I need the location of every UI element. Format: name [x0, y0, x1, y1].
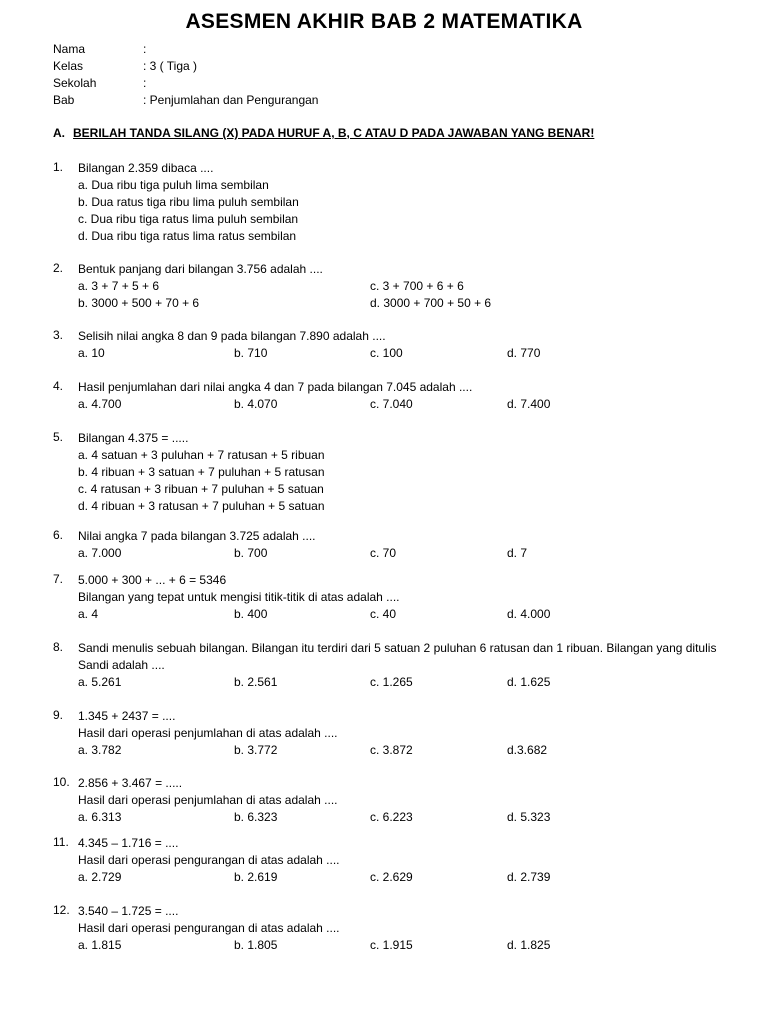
question-number: 8. [53, 640, 64, 654]
info-label: Kelas [53, 59, 84, 73]
option-c[interactable]: c. 1.915 [370, 938, 413, 952]
question-number: 3. [53, 328, 64, 342]
option-a[interactable]: a. 5.261 [78, 675, 122, 689]
option-b[interactable]: b. 3.772 [234, 743, 278, 757]
option-c[interactable]: c. Dua ribu tiga ratus lima puluh sembilan [78, 212, 299, 226]
question-stem: Hasil dari operasi pengurangan di atas adalah .... [78, 921, 340, 935]
option-d[interactable]: d. 2.739 [507, 870, 551, 884]
option-d[interactable]: d. 1.825 [507, 938, 551, 952]
question-number: 7. [53, 572, 64, 586]
question-number: 11. [53, 835, 69, 849]
option-a[interactable]: a. 3.782 [78, 743, 122, 757]
option-a[interactable]: a. 4 [78, 607, 99, 621]
question-stem: Nilai angka 7 pada bilangan 3.725 adalah .... [78, 529, 316, 543]
option-b[interactable]: b. 710 [234, 346, 268, 360]
option-d[interactable]: d. 5.323 [507, 810, 551, 824]
option-b[interactable]: b. 1.805 [234, 938, 278, 952]
question-stem: Bilangan 4.375 = ..... [78, 431, 189, 445]
option-d[interactable]: d. Dua ribu tiga ratus lima ratus sembilan [78, 229, 297, 243]
info-value: : [143, 76, 147, 90]
question-number: 9. [53, 708, 64, 722]
question-number: 12. [53, 903, 70, 917]
option-c[interactable]: c. 40 [370, 607, 397, 621]
option-c[interactable]: c. 2.629 [370, 870, 413, 884]
question-stem: Bilangan 2.359 dibaca .... [78, 161, 214, 175]
option-a[interactable]: a. Dua ribu tiga puluh lima sembilan [78, 178, 269, 192]
option-d[interactable]: d. 3000 + 700 + 50 + 6 [370, 296, 492, 310]
option-a[interactable]: a. 3 + 7 + 5 + 6 [78, 279, 160, 293]
question-stem: Sandi menulis sebuah bilangan. Bilangan itu terdiri dari 5 satuan 2 puluhan 6 ratusan dan 1 ribuan. Bilangan yang ditulis Sandi adalah .... [78, 641, 717, 672]
option-a[interactable]: a. 10 [78, 346, 105, 360]
option-a[interactable]: a. 4.700 [78, 397, 122, 411]
question-number: 2. [53, 261, 64, 275]
option-a[interactable]: a. 6.313 [78, 810, 122, 824]
question-stem: Hasil penjumlahan dari nilai angka 4 dan 7 pada bilangan 7.045 adalah .... [78, 380, 473, 394]
page-title: ASESMEN AKHIR BAB 2 MATEMATIKA [185, 10, 583, 33]
option-a[interactable]: a. 1.815 [78, 938, 122, 952]
question-stem: Hasil dari operasi penjumlahan di atas adalah .... [78, 726, 338, 740]
option-c[interactable]: c. 70 [370, 546, 397, 560]
option-c[interactable]: c. 100 [370, 346, 403, 360]
option-c[interactable]: c. 6.223 [370, 810, 413, 824]
info-label: Nama [53, 42, 86, 56]
option-d[interactable]: d. 4 ribuan + 3 ratusan + 7 puluhan + 5 satuan [78, 499, 325, 513]
option-a[interactable]: a. 2.729 [78, 870, 122, 884]
question-number: 1. [53, 160, 64, 174]
option-c[interactable]: c. 3 + 700 + 6 + 6 [370, 279, 464, 293]
question-stem: Hasil dari operasi penjumlahan di atas adalah .... [78, 793, 338, 807]
option-b[interactable]: b. 400 [234, 607, 268, 621]
section-letter: A. [53, 126, 65, 140]
option-a[interactable]: a. 7.000 [78, 546, 122, 560]
section-instruction [53, 126, 594, 140]
option-c[interactable]: c. 1.265 [370, 675, 413, 689]
question-stem: 4.345 – 1.716 = .... [78, 836, 179, 850]
option-d[interactable]: d. 770 [507, 346, 541, 360]
info-label: Bab [53, 93, 75, 107]
option-b[interactable]: b. 2.561 [234, 675, 278, 689]
info-value: : [143, 42, 147, 56]
question-number: 6. [53, 528, 64, 542]
question-stem: Hasil dari operasi pengurangan di atas adalah .... [78, 853, 340, 867]
option-d[interactable]: d. 7.400 [507, 397, 551, 411]
question-number: 10. [53, 775, 70, 789]
option-a[interactable]: a. 4 satuan + 3 puluhan + 7 ratusan + 5 ribuan [78, 448, 325, 462]
option-b[interactable]: b. 4 ribuan + 3 satuan + 7 puluhan + 5 ratusan [78, 465, 325, 479]
question-stem: 1.345 + 2437 = .... [78, 709, 176, 723]
option-b[interactable]: b. 700 [234, 546, 268, 560]
section-text: BERILAH TANDA SILANG (X) PADA HURUF A, B, C ATAU D PADA JAWABAN YANG BENAR! [73, 126, 595, 140]
question-stem: 5.000 + 300 + ... + 6 = 5346 [78, 573, 227, 587]
option-c[interactable]: c. 4 ratusan + 3 ribuan + 7 puluhan + 5 satuan [78, 482, 324, 496]
question-stem: 3.540 – 1.725 = .... [78, 904, 179, 918]
info-value: : Penjumlahan dan Pengurangan [143, 93, 319, 107]
option-d[interactable]: d. 4.000 [507, 607, 551, 621]
question-number: 5. [53, 430, 64, 444]
question-stem: Selisih nilai angka 8 dan 9 pada bilangan 7.890 adalah .... [78, 329, 386, 343]
option-c[interactable]: c. 7.040 [370, 397, 413, 411]
question-stem: Bentuk panjang dari bilangan 3.756 adalah .... [78, 262, 323, 276]
option-d[interactable]: d. 1.625 [507, 675, 551, 689]
option-d[interactable]: d. 7 [507, 546, 528, 560]
info-label: Sekolah [53, 76, 97, 90]
option-b[interactable]: b. 6.323 [234, 810, 278, 824]
question-number: 4. [53, 379, 64, 393]
info-value: : 3 ( Tiga ) [143, 59, 198, 73]
option-b[interactable]: b. 3000 + 500 + 70 + 6 [78, 296, 200, 310]
option-d[interactable]: d.3.682 [507, 743, 548, 757]
option-c[interactable]: c. 3.872 [370, 743, 413, 757]
option-b[interactable]: b. Dua ratus tiga ribu lima puluh sembilan [78, 195, 299, 209]
question-stem: 2.856 + 3.467 = ..... [78, 776, 183, 790]
option-b[interactable]: b. 2.619 [234, 870, 278, 884]
question-stem: Bilangan yang tepat untuk mengisi titik-titik di atas adalah .... [78, 590, 400, 604]
option-b[interactable]: b. 4.070 [234, 397, 278, 411]
